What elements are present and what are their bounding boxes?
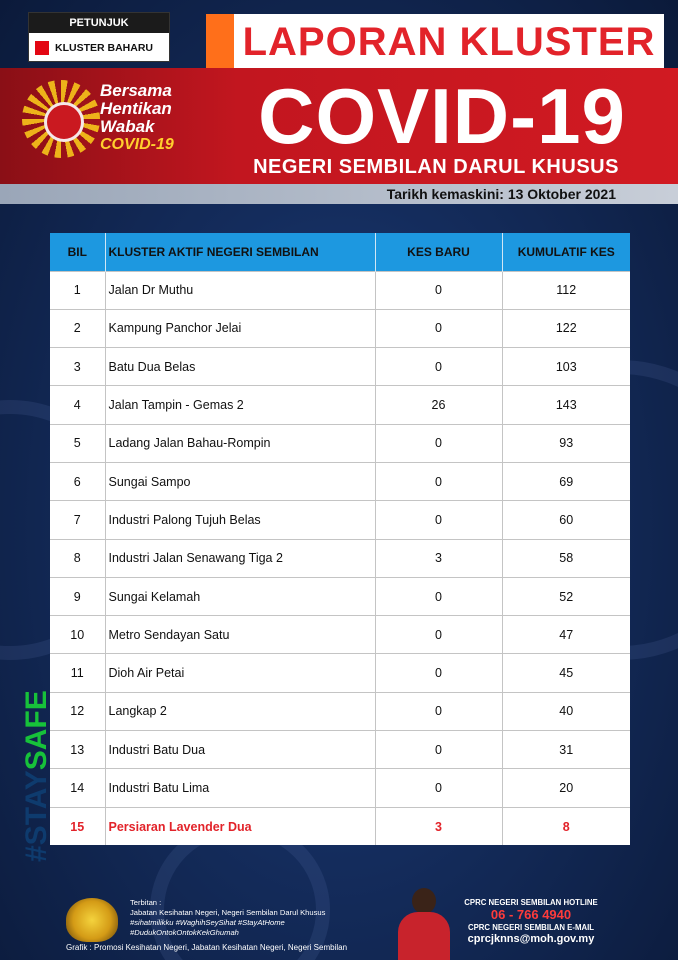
cumulative-cases: 112 bbox=[502, 271, 630, 309]
col-new-cases-header: KES BARU bbox=[375, 233, 502, 271]
slogan-line-3: Wabak bbox=[100, 117, 155, 136]
table-row bbox=[50, 271, 630, 309]
row-number: 3 bbox=[50, 348, 105, 386]
cluster-name: Dioh Air Petai bbox=[105, 654, 375, 692]
table-row bbox=[50, 769, 630, 807]
new-cases: 0 bbox=[375, 348, 502, 386]
cluster-name: Jalan Tampin - Gemas 2 bbox=[105, 386, 375, 424]
table-row bbox=[50, 539, 630, 577]
new-cases: 0 bbox=[375, 769, 502, 807]
table-row bbox=[50, 348, 630, 386]
table-row bbox=[50, 577, 630, 615]
cumulative-cases: 45 bbox=[502, 654, 630, 692]
email-address: cprcjknns@moh.gov.my bbox=[467, 933, 595, 945]
table-row bbox=[50, 462, 630, 500]
cluster-name: Industri Jalan Senawang Tiga 2 bbox=[105, 539, 375, 577]
cumulative-cases: 8 bbox=[502, 807, 630, 845]
cumulative-cases: 47 bbox=[502, 616, 630, 654]
graphic-credit: Grafik : Promosi Kesihatan Negeri, Jabatan Kesihatan Negeri, Negeri Sembilan bbox=[66, 943, 348, 952]
new-cases: 0 bbox=[375, 616, 502, 654]
new-cases: 0 bbox=[375, 577, 502, 615]
new-cases: 0 bbox=[375, 462, 502, 500]
new-cases: 0 bbox=[375, 424, 502, 462]
cluster-name: Sungai Kelamah bbox=[105, 577, 375, 615]
col-cluster-header: KLUSTER AKTIF NEGERI SEMBILAN bbox=[105, 233, 375, 271]
table-row bbox=[50, 386, 630, 424]
stay-safe-vertical-text bbox=[20, 690, 54, 862]
legend-row bbox=[29, 33, 169, 62]
row-number: 12 bbox=[50, 692, 105, 730]
row-number: 2 bbox=[50, 309, 105, 347]
covid-title: COVID-19 bbox=[258, 72, 626, 160]
col-bil-header: BIL bbox=[50, 233, 105, 271]
legend-red-swatch bbox=[35, 41, 49, 55]
table-row bbox=[50, 654, 630, 692]
stay-text: #STAY bbox=[20, 770, 53, 862]
campaign-slogan bbox=[100, 82, 204, 154]
cumulative-cases: 60 bbox=[502, 501, 630, 539]
new-cases: 3 bbox=[375, 539, 502, 577]
row-number: 4 bbox=[50, 386, 105, 424]
cumulative-cases: 122 bbox=[502, 309, 630, 347]
cluster-name: Jalan Dr Muthu bbox=[105, 271, 375, 309]
publisher-name: Jabatan Kesihatan Negeri, Negeri Sembilan Darul Khusus bbox=[130, 908, 326, 917]
cumulative-cases: 20 bbox=[502, 769, 630, 807]
campaign-logo-icon bbox=[22, 80, 100, 158]
row-number: 7 bbox=[50, 501, 105, 539]
row-number: 14 bbox=[50, 769, 105, 807]
footer bbox=[0, 880, 678, 960]
table-row bbox=[50, 692, 630, 730]
row-number: 1 bbox=[50, 271, 105, 309]
cluster-table bbox=[50, 233, 630, 845]
table-header-row bbox=[50, 233, 630, 271]
cluster-name: Industri Batu Lima bbox=[105, 769, 375, 807]
table-row bbox=[50, 616, 630, 654]
col-cumulative-header: KUMULATIF KES bbox=[502, 233, 630, 271]
new-cases: 3 bbox=[375, 807, 502, 845]
safe-text: SAFE bbox=[20, 690, 53, 771]
row-number: 8 bbox=[50, 539, 105, 577]
cluster-name: Batu Dua Belas bbox=[105, 348, 375, 386]
cumulative-cases: 31 bbox=[502, 731, 630, 769]
hashtags-line-2: #DudukOntokOntokKekGhumah bbox=[130, 928, 239, 937]
row-number: 5 bbox=[50, 424, 105, 462]
update-date: Tarikh kemaskini: 13 Oktober 2021 bbox=[386, 186, 616, 202]
new-cases: 0 bbox=[375, 731, 502, 769]
cluster-name: Sungai Sampo bbox=[105, 462, 375, 500]
new-cases: 0 bbox=[375, 692, 502, 730]
legend-label: KLUSTER BAHARU bbox=[55, 41, 153, 54]
new-cases: 0 bbox=[375, 501, 502, 539]
cluster-name: Kampung Panchor Jelai bbox=[105, 309, 375, 347]
call-center-agent-icon bbox=[394, 886, 452, 960]
row-number: 9 bbox=[50, 577, 105, 615]
table-row bbox=[50, 424, 630, 462]
row-number: 10 bbox=[50, 616, 105, 654]
cluster-name: Industri Palong Tujuh Belas bbox=[105, 501, 375, 539]
table-row bbox=[50, 309, 630, 347]
table-row bbox=[50, 731, 630, 769]
legend-title: PETUNJUK bbox=[29, 13, 169, 33]
row-number: 15 bbox=[50, 807, 105, 845]
cumulative-cases: 143 bbox=[502, 386, 630, 424]
state-name: NEGERI SEMBILAN DARUL KHUSUS bbox=[253, 156, 619, 178]
hashtags-line-1: #sihatmilikku #WaghihSeySihat #StayAtHome bbox=[130, 918, 285, 927]
row-number: 11 bbox=[50, 654, 105, 692]
row-number: 6 bbox=[50, 462, 105, 500]
cluster-name: Metro Sendayan Satu bbox=[105, 616, 375, 654]
cluster-name: Ladang Jalan Bahau-Rompin bbox=[105, 424, 375, 462]
table-row bbox=[50, 501, 630, 539]
table-row bbox=[50, 807, 630, 845]
page-title: LAPORAN KLUSTER bbox=[242, 20, 656, 64]
new-cases: 0 bbox=[375, 271, 502, 309]
slogan-line-2: Hentikan bbox=[100, 99, 172, 118]
row-number: 13 bbox=[50, 731, 105, 769]
hotline-label: CPRC NEGERI SEMBILAN HOTLINE bbox=[464, 898, 598, 907]
cluster-name: Langkap 2 bbox=[105, 692, 375, 730]
cumulative-cases: 58 bbox=[502, 539, 630, 577]
cluster-name: Industri Batu Dua bbox=[105, 731, 375, 769]
new-cases: 0 bbox=[375, 654, 502, 692]
new-cases: 26 bbox=[375, 386, 502, 424]
legend-box bbox=[28, 12, 170, 62]
terbitan-label: Terbitan : bbox=[130, 898, 162, 907]
date-band bbox=[0, 184, 678, 204]
slogan-line-1: Bersama bbox=[100, 81, 172, 100]
cumulative-cases: 93 bbox=[502, 424, 630, 462]
cluster-name: Persiaran Lavender Dua bbox=[105, 807, 375, 845]
government-crest-icon bbox=[66, 898, 118, 942]
cumulative-cases: 69 bbox=[502, 462, 630, 500]
hotline-number: 06 - 766 4940 bbox=[490, 907, 572, 922]
cumulative-cases: 40 bbox=[502, 692, 630, 730]
new-cases: 0 bbox=[375, 309, 502, 347]
headline-banner bbox=[206, 14, 664, 70]
hotline-info bbox=[452, 898, 610, 946]
cumulative-cases: 103 bbox=[502, 348, 630, 386]
slogan-line-4: COVID-19 bbox=[100, 136, 174, 153]
publisher-info bbox=[130, 898, 370, 938]
email-label: CPRC NEGERI SEMBILAN E-MAIL bbox=[467, 923, 595, 932]
cumulative-cases: 52 bbox=[502, 577, 630, 615]
